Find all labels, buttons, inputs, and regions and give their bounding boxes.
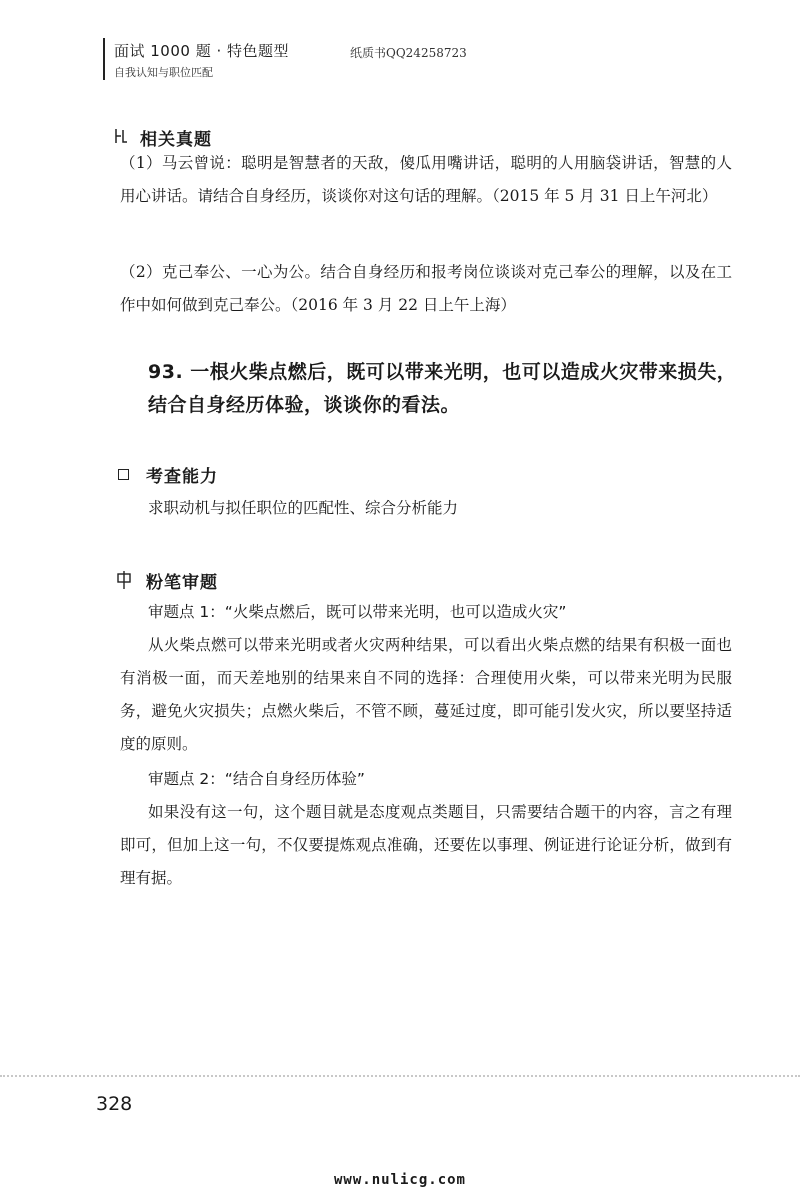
running-header-title: 面试 1000 题 · 特色题型 bbox=[114, 42, 290, 60]
analysis-point-2-title: 审题点 2：“结合自身经历体验” bbox=[148, 770, 365, 788]
analysis-icon bbox=[116, 570, 132, 590]
footer-divider bbox=[0, 1075, 800, 1077]
analysis-point-2-text: 如果没有这一句，这个题目就是态度观点类题目，只需要结合题干的内容，言之有理即可，但加上这一句，不仅要提炼观点准确，还要佐以事理、例证进行论证分析，做到有理有据。 bbox=[120, 803, 732, 887]
related-questions-icon bbox=[114, 128, 128, 144]
website-watermark: www.nulicg.com bbox=[333, 1172, 466, 1188]
analysis-heading: 粉笔审题 bbox=[146, 573, 218, 593]
related-questions-heading: 相关真题 bbox=[140, 130, 212, 150]
page-number: 328 bbox=[96, 1093, 133, 1115]
related-question-1: （1）马云曾说：聪明是智慧者的天敌，傻瓜用嘴讲话，聪明的人用脑袋讲话，智慧的人用心讲话。请结合自身经历，谈谈你对这句话的理解。（2015 年 5 月 31 日上午河北） bbox=[120, 154, 732, 205]
running-header-subtitle: 自我认知与职位匹配 bbox=[114, 66, 213, 79]
analysis-point-1-text: 从火柴点燃可以带来光明或者火灾两种结果，可以看出火柴点燃的结果有积极一面也有消极一面，而天差地别的结果来自不同的选择：合理使用火柴，可以带来光明为民服务，避免火灾损失；点燃火柴后，不管不顾，蔓延过度，即可能引发火灾，所以要坚持适度的原则。 bbox=[120, 636, 732, 753]
analysis-point-1-title: 审题点 1：“火柴点燃后，既可以带来光明，也可以造成火灾” bbox=[148, 603, 567, 621]
ability-text: 求职动机与拟任职位的匹配性、综合分析能力 bbox=[148, 499, 459, 517]
square-bullet-icon bbox=[118, 469, 129, 480]
header-rule bbox=[103, 38, 105, 80]
ability-heading: 考查能力 bbox=[146, 467, 218, 487]
watermark-text: 纸质书QQ24258723 bbox=[350, 46, 467, 60]
related-question-2: （2）克己奉公、一心为公。结合自身经历和报考岗位谈谈对克己奉公的理解，以及在工作中如何做到克己奉公。（2016 年 3 月 22 日上午上海） bbox=[120, 263, 732, 314]
question-title: 93. 一根火柴点燃后，既可以带来光明，也可以造成火灾带来损失，结合自身经历体验，谈谈你的看法。 bbox=[148, 361, 737, 416]
